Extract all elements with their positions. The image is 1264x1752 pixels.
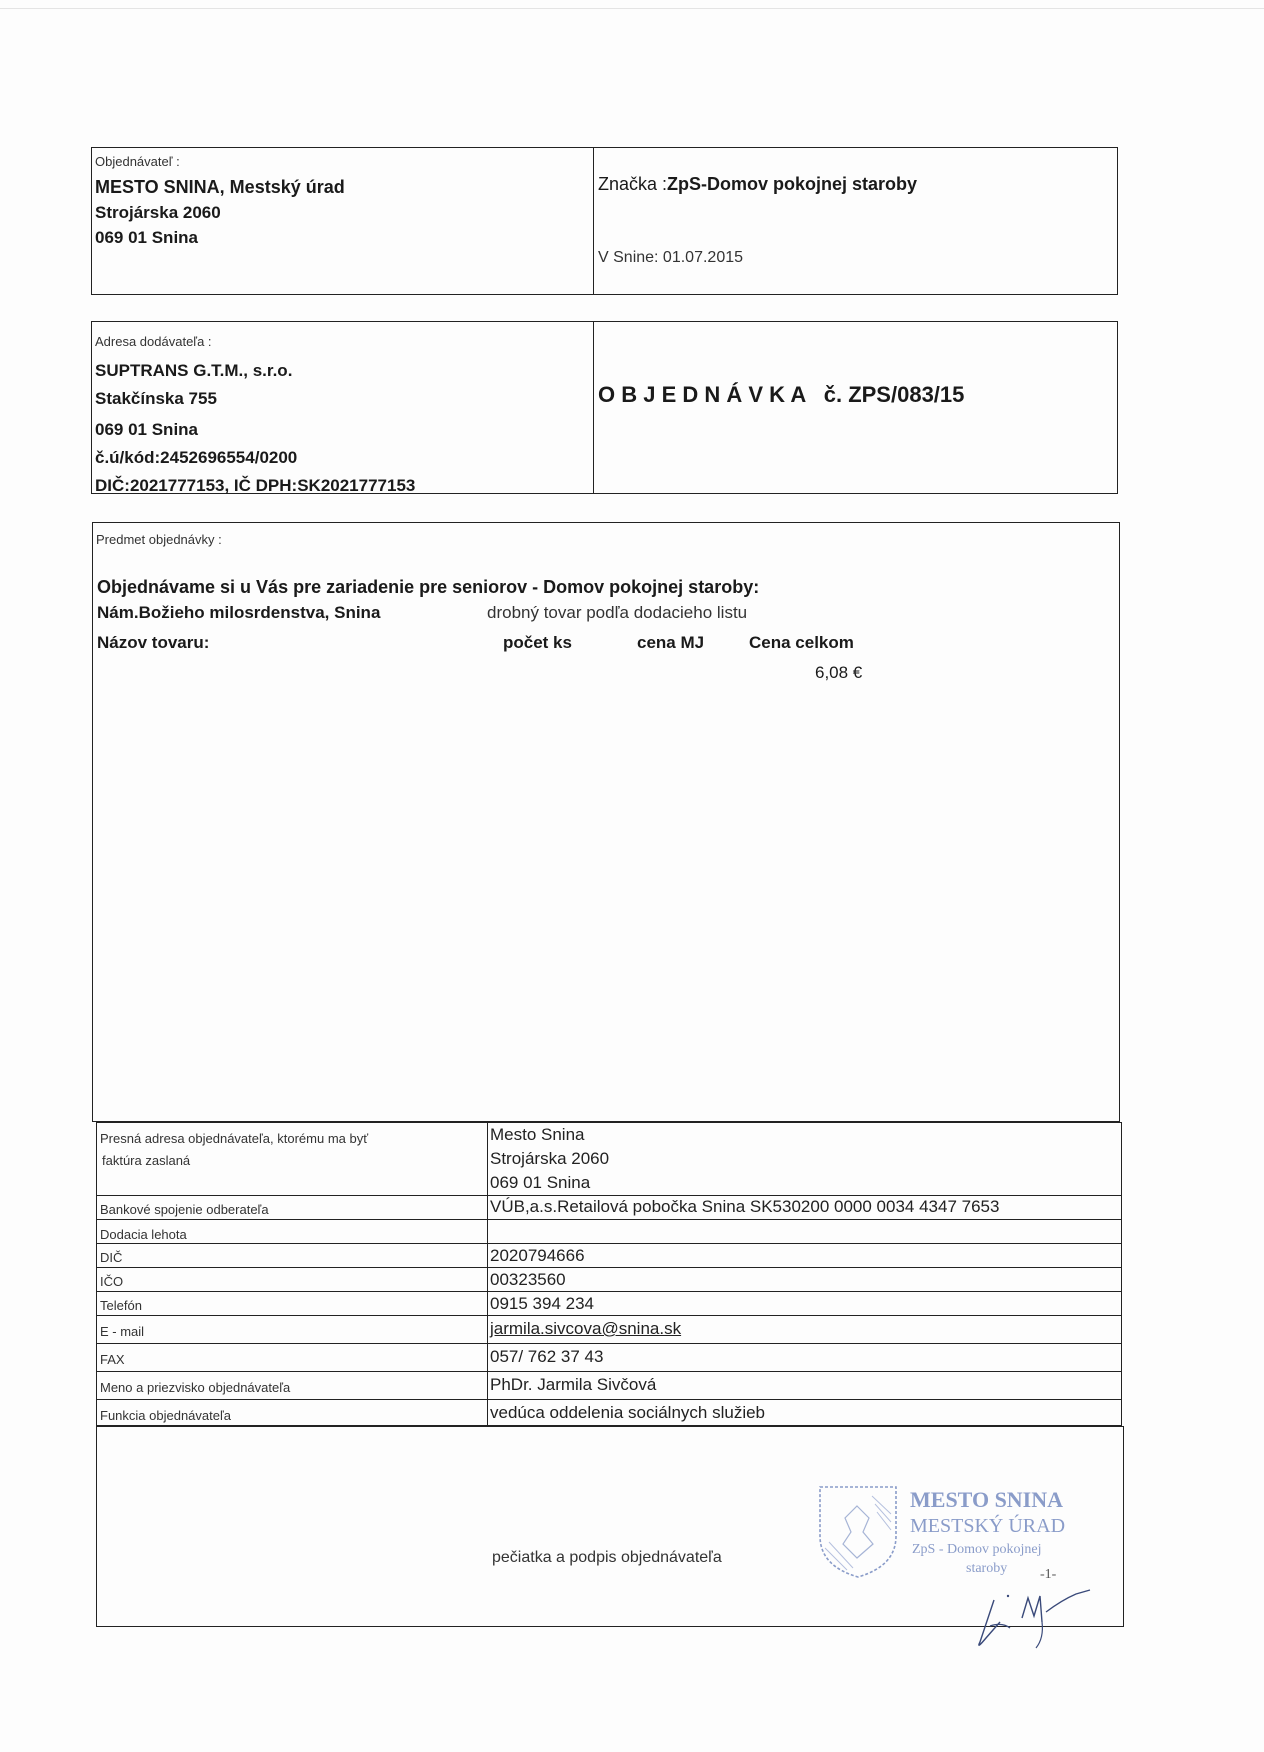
person-label: Meno a priezvisko objednávateľa — [100, 1380, 291, 1395]
mark-prefix: Značka : — [598, 174, 668, 194]
stamp-number: -1- — [1040, 1567, 1057, 1582]
stamp-line4: staroby — [966, 1561, 1008, 1576]
email-value: jarmila.sivcova@snina.sk — [490, 1319, 682, 1338]
orderer-street: Strojárska 2060 — [95, 203, 221, 222]
supplier-label: Adresa dodávateľa : — [95, 334, 212, 349]
ico-value: 00323560 — [490, 1270, 566, 1289]
subject-line1: Objednávame si u Vás pre zariadenie pre seniorov - Domov pokojnej staroby: — [97, 577, 760, 597]
invoice-address-line3: 069 01 Snina — [490, 1173, 591, 1192]
row-line — [96, 1219, 1122, 1220]
coat-of-arms-icon — [817, 1484, 899, 1580]
function-label: Funkcia objednávateľa — [100, 1408, 231, 1423]
row-line — [96, 1267, 1122, 1268]
stamp-line3: ZpS - Domov pokojnej — [912, 1542, 1042, 1557]
supplier-account: č.ú/kód:2452696554/0200 — [95, 448, 298, 467]
header-box — [91, 147, 1118, 295]
dic-value: 2020794666 — [490, 1246, 585, 1265]
supplier-city: 069 01 Snina — [95, 420, 199, 439]
signature-caption: pečiatka a podpis objednávateľa — [492, 1549, 722, 1566]
subject-place: Nám.Božieho milosrdenstva, Snina — [97, 603, 381, 622]
total-value: 6,08 € — [815, 663, 863, 682]
order-title: O B J E D N Á V K A č. ZPS/083/15 — [598, 382, 965, 407]
supplier-divider — [593, 321, 594, 494]
order-date: V Snine: 01.07.2015 — [598, 249, 744, 266]
fax-label: FAX — [100, 1352, 125, 1367]
mark-value: ZpS-Domov pokojnej staroby — [667, 174, 918, 194]
bank-label: Bankové spojenie odberateľa — [100, 1202, 269, 1217]
invoice-address-line1: Mesto Snina — [490, 1125, 585, 1144]
bank-value: VÚB,a.s.Retailová pobočka Snina SK530200 0000 0034 4347 7653 — [490, 1197, 1000, 1216]
dic-label: DIČ — [100, 1250, 123, 1265]
row-line — [96, 1195, 1122, 1196]
delivery-label: Dodacia lehota — [100, 1227, 187, 1242]
column-qty: počet ks — [503, 633, 572, 652]
invoice-address-label: Presná adresa objednávateľa, ktorému ma byť — [100, 1131, 369, 1146]
orderer-name: MESTO SNINA, Mestský úrad — [95, 177, 345, 197]
column-total: Cena celkom — [749, 633, 854, 652]
orderer-city: 069 01 Snina — [95, 228, 199, 247]
supplier-street: Stakčínska 755 — [95, 389, 217, 408]
row-line — [96, 1371, 1122, 1372]
row-line — [96, 1399, 1122, 1400]
supplier-name: SUPTRANS G.T.M., s.r.o. — [95, 361, 293, 380]
mark-line — [598, 174, 917, 195]
row-line — [96, 1243, 1122, 1244]
details-divider — [487, 1122, 488, 1426]
row-line — [96, 1315, 1122, 1316]
invoice-address-line2: Strojárska 2060 — [490, 1149, 610, 1168]
orderer-label: Objednávateľ : — [95, 154, 180, 169]
header-divider — [593, 147, 594, 295]
function-value: vedúca oddelenia sociálnych služieb — [490, 1403, 766, 1422]
subject-desc: drobný tovar podľa dodacieho listu — [487, 603, 748, 622]
phone-label: Telefón — [100, 1298, 142, 1313]
column-unit-price: cena MJ — [637, 633, 705, 652]
stamp-line2: MESTSKÝ ÚRAD — [910, 1515, 1066, 1537]
invoice-address-label-2: faktúra zaslaná — [102, 1153, 191, 1168]
scan-top-line — [0, 8, 1264, 9]
row-line — [96, 1343, 1122, 1344]
phone-value: 0915 394 234 — [490, 1294, 594, 1313]
ico-label: IČO — [100, 1274, 124, 1289]
column-name: Názov tovaru: — [97, 633, 210, 652]
supplier-tax: DIČ:2021777153, IČ DPH:SK2021777153 — [95, 476, 416, 495]
email-label: E - mail — [100, 1324, 145, 1339]
stamp-line1: MESTO SNINA — [910, 1487, 1064, 1512]
handwritten-signature — [972, 1582, 1102, 1652]
row-line — [96, 1291, 1122, 1292]
person-value: PhDr. Jarmila Sivčová — [490, 1375, 657, 1394]
subject-label: Predmet objednávky : — [96, 532, 222, 547]
fax-value: 057/ 762 37 43 — [490, 1347, 604, 1366]
